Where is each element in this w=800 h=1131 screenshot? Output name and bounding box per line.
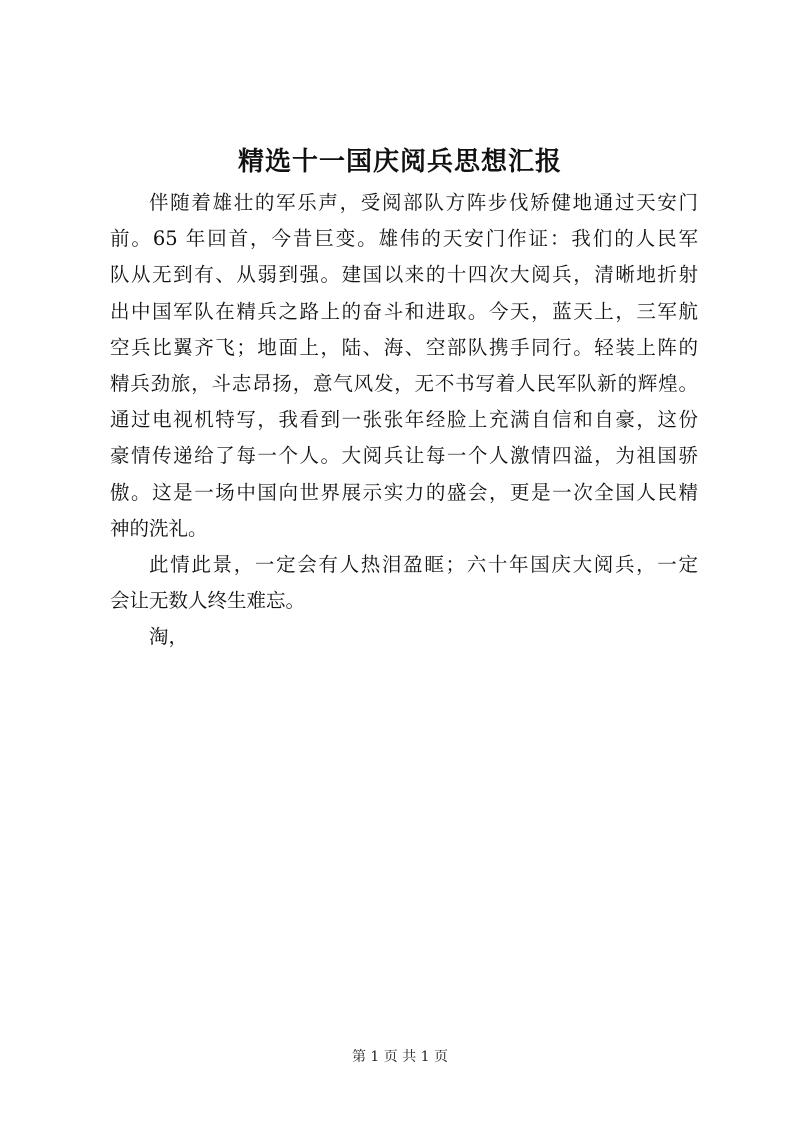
paragraph-line: 前。65 年回首，今昔巨变。雄伟的天安门作证：我们的人民军 (110, 227, 698, 251)
paragraph-line: 空兵比翼齐飞；地面上，陆、海、空部队携手同行。轻装上阵的 (110, 335, 698, 359)
paragraph-line: 会让无数人终生难忘。 (110, 589, 306, 613)
paragraph-line: 伴随着雄壮的军乐声，受阅部队方阵步伐矫健地通过天安门 (149, 191, 698, 214)
paragraph-1 (110, 185, 698, 547)
paragraph-line: 队从无到有、从弱到强。建国以来的十四次大阅兵，清晰地折射 (110, 263, 698, 287)
paragraph-line: 精兵劲旅，斗志昂扬，意气风发，无不书写着人民军队新的辉煌。 (110, 371, 698, 395)
page-footer: 第 1 页 共 1 页 (351, 1049, 449, 1065)
paragraph-line: 通过电视机特写，我看到一张张年经脸上充满自信和自豪，这份 (110, 408, 698, 432)
document-body (110, 185, 698, 655)
paragraph-line: 此情此景，一定会有人热泪盈眶；六十年国庆大阅兵，一定 (149, 552, 698, 576)
paragraph-2 (110, 547, 698, 619)
paragraph-line: 出中国军队在精兵之路上的奋斗和进取。今天，蓝天上，三军航 (110, 299, 698, 323)
paragraph-line: 豪情传递给了每一个人。大阅兵让每一个人激情四溢，为祖国骄 (110, 444, 698, 468)
document-title: 精选十一国庆阅兵思想汇报 (237, 147, 562, 177)
paragraph-line: 傲。这是一场中国向世界展示实力的盛会，更是一次全国人民精 (110, 480, 698, 504)
paragraph-line: 神的洗礼。 (110, 516, 208, 540)
paragraph-3 (110, 619, 698, 655)
paragraph-line: 淘， (149, 625, 189, 649)
